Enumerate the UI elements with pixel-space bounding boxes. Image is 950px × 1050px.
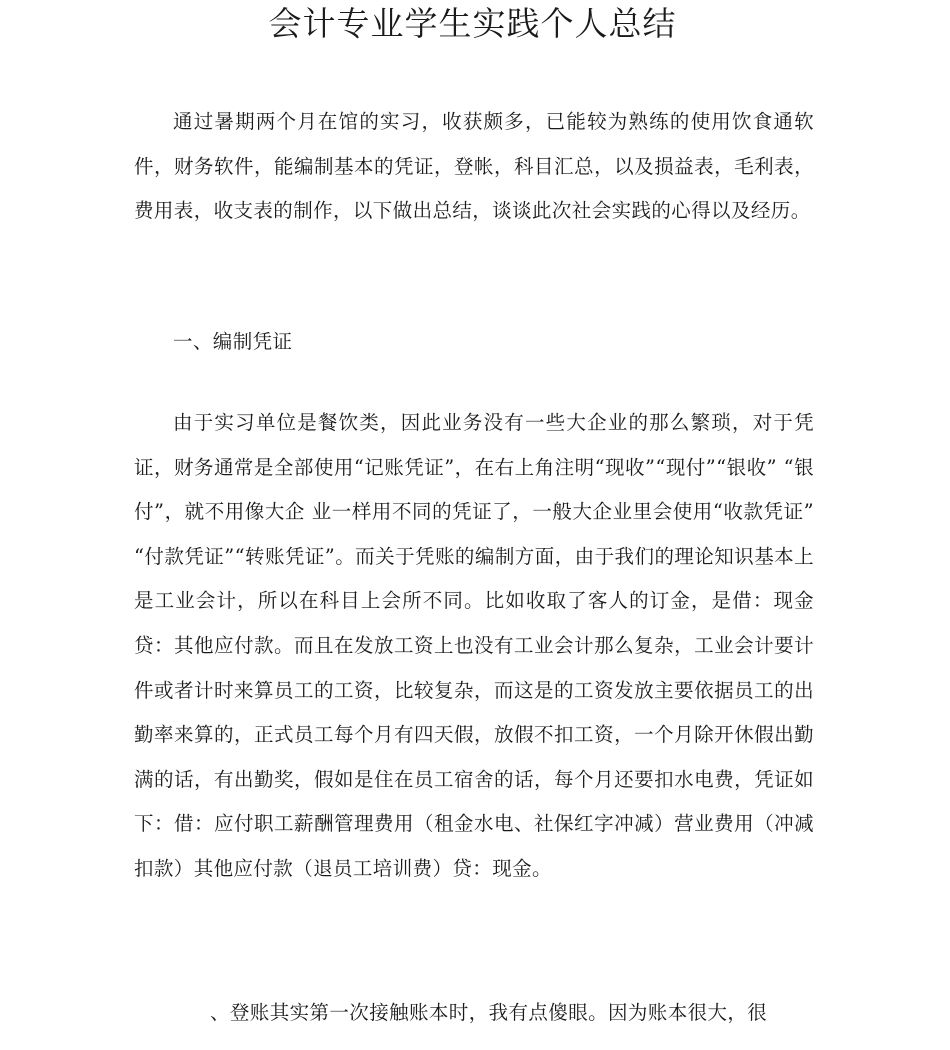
document-title: 会计专业学生实践个人总结 — [268, 4, 677, 43]
bookkeeping-paragraph: 、登账其实第一次接触账本时，我有点傻眼。因为账本很大，很 — [210, 1001, 768, 1024]
intro-paragraph: 通过暑期两个月在馆的实习，收获颇多，已能较为熟练的使用饮食通软件，财务软件，能编制基本的凭证，登帐，科目汇总，以及损益表，毛利表，费用表，收支表的制作，以下做出总结，谈谈此次社会实践的心得以及经历。 — [134, 110, 814, 223]
section-heading-vouchers: 一、编制凭证 — [173, 330, 293, 353]
vouchers-paragraph: 由于实习单位是餐饮类，因此业务没有一些大企业的那么繁琐，对于凭证，财务通常是全部使用“记账凭证”，在右上角注明“现收”“现付”“银收” “银付”，就不用像大企 业一样用不同的凭证了，一般大企业里会使用“收款凭证” “付款凭证”“转账凭证”。而关于凭账的编制方面，由于我们的理论知识基本上是工业会计，所以在科目上会所不同。比如收取了客人的订金，是借：现金贷：其他应付款。而且在发放工资上也没有工业会计那么复杂，工业会计要计件或者计时来算员工的工资，比较复杂，而这是的工资发放主要依据员工的出勤率来算的，正式员工每个月有四天假，放假不扣工资，一个月除开休假出勤满的话，有出勤奖，假如是住在员工宿舍的话，每个月还要扣水电费，凭证如下：借：应付职工薪酬管理费用（租金水电、社保红字冲减）营业费用（冲减扣款）其他应付款（退员工培训费）贷：现金。 — [134, 411, 814, 880]
